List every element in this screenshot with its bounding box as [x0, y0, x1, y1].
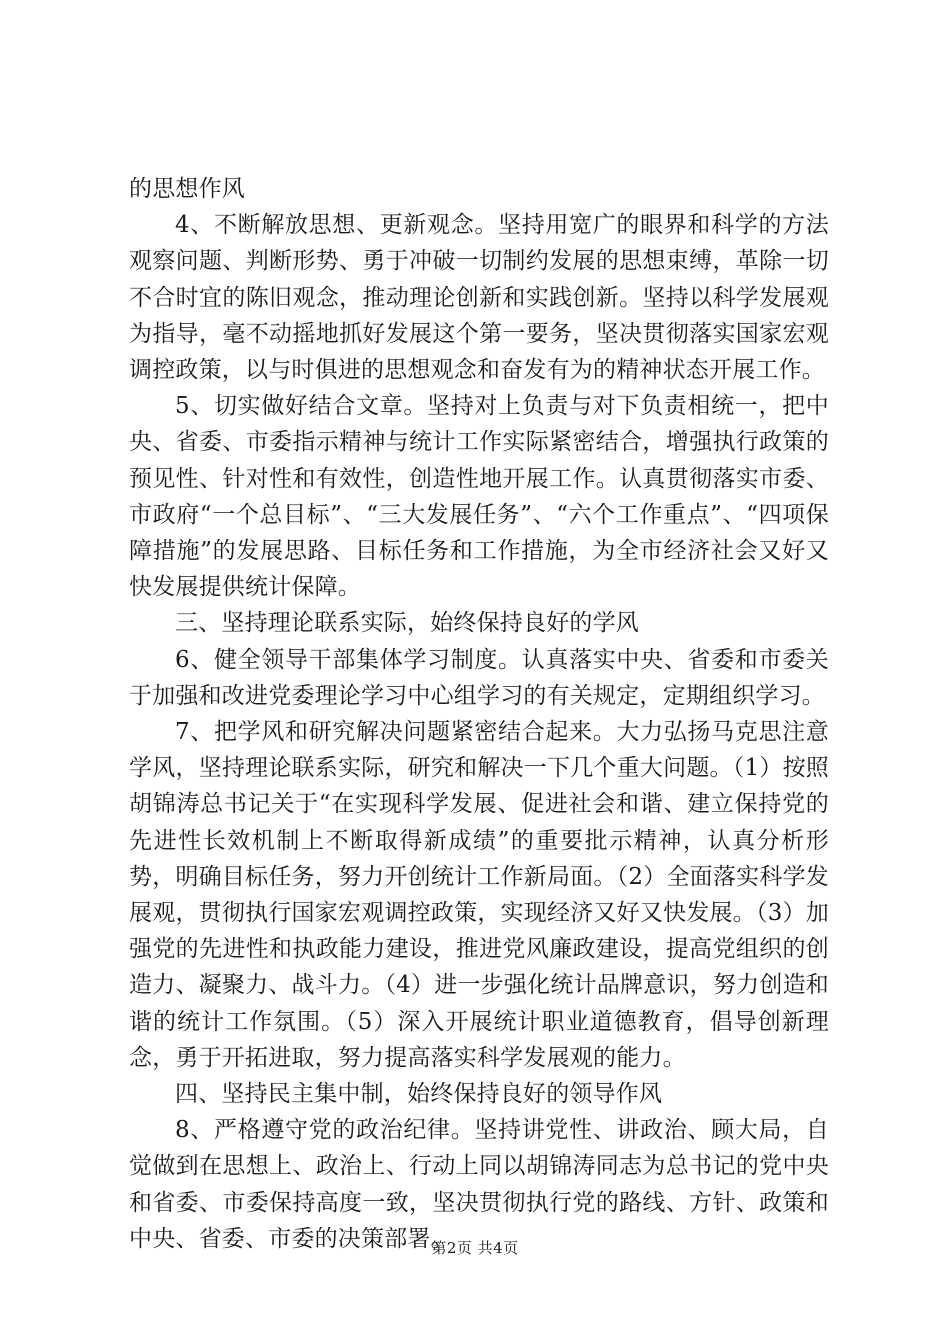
section-heading-4: 四、坚持民主集中制，始终保持良好的领导作风: [175, 1081, 663, 1108]
paragraph-2: 5、切实做好结合文章。坚持对上负责与对下负责相统一，把中央、省委、市委指示精神与统计工作实际紧密结合，增强执行政策的预见性、针对性和有效性，创造性地开展工作。认真贯彻落实市委、市政府“一个总目标”、“三大发展任务”、“六个工作重点”、“四项保障措施”的发展思路、目标任务和工作措施，为全市经济社会又好又快发展提供统计保障。: [129, 393, 829, 601]
page-footer: 第2页 共4页: [431, 1239, 519, 1257]
document-body: [129, 171, 829, 1257]
paragraph-5: 7、把学风和研究解决问题紧密结合起来。大力弘扬马克思注意学风，坚持理论联系实际，研究和解决一下几个重大问题。（1）按照胡锦涛总书记关于“在实现科学发展、促进社会和谐、建立保持党的先进性长效机制上不断取得新成绩”的重要批示精神，认真分析形势，明确目标任务，努力开创统计工作新局面。（2）全面落实科学发展观，贯彻执行国家宏观调控政策，实现经济又好又快发展。（3）加强党的先进性和执政能力建设，推进党风廉政建设，提高党组织的创造力、凝聚力、战斗力。（4）进一步强化统计品牌意识，努力创造和谐的统计工作氛围。（5）深入开展统计职业道德教育，倡导创新理念，勇于开拓进取，努力提高落实科学发展观的能力。: [129, 719, 829, 1071]
section-heading-3: 三、坚持理论联系实际，始终保持良好的学风: [175, 610, 639, 637]
paragraph-4: 6、健全领导干部集体学习制度。认真落实中央、省委和市委关于加强和改进党委理论学习中心组学习的有关规定，定期组织学习。: [129, 646, 829, 709]
paragraph-7: 8、严格遵守党的政治纪律。坚持讲党性、讲政治、顾大局，自觉做到在思想上、政治上、行动上同以胡锦涛同志为总书记的党中央和省委、市委保持高度一致，坚决贯彻执行党的路线、方针、政策和中央、省委、市委的决策部署。: [129, 1117, 829, 1252]
paragraph-0: 的思想作风: [129, 176, 245, 202]
paragraph-1: 4、不断解放思想、更新观念。坚持用宽广的眼界和科学的方法观察问题、判断形势、勇于冲破一切制约发展的思想束缚，革除一切不合时宜的陈旧观念，推动理论创新和实践创新。坚持以科学发展观为指导，毫不动摇地抓好发展这个第一要务，坚决贯彻落实国家宏观调控政策，以与时俱进的思想观念和奋发有为的精神状态开展工作。: [129, 212, 829, 384]
